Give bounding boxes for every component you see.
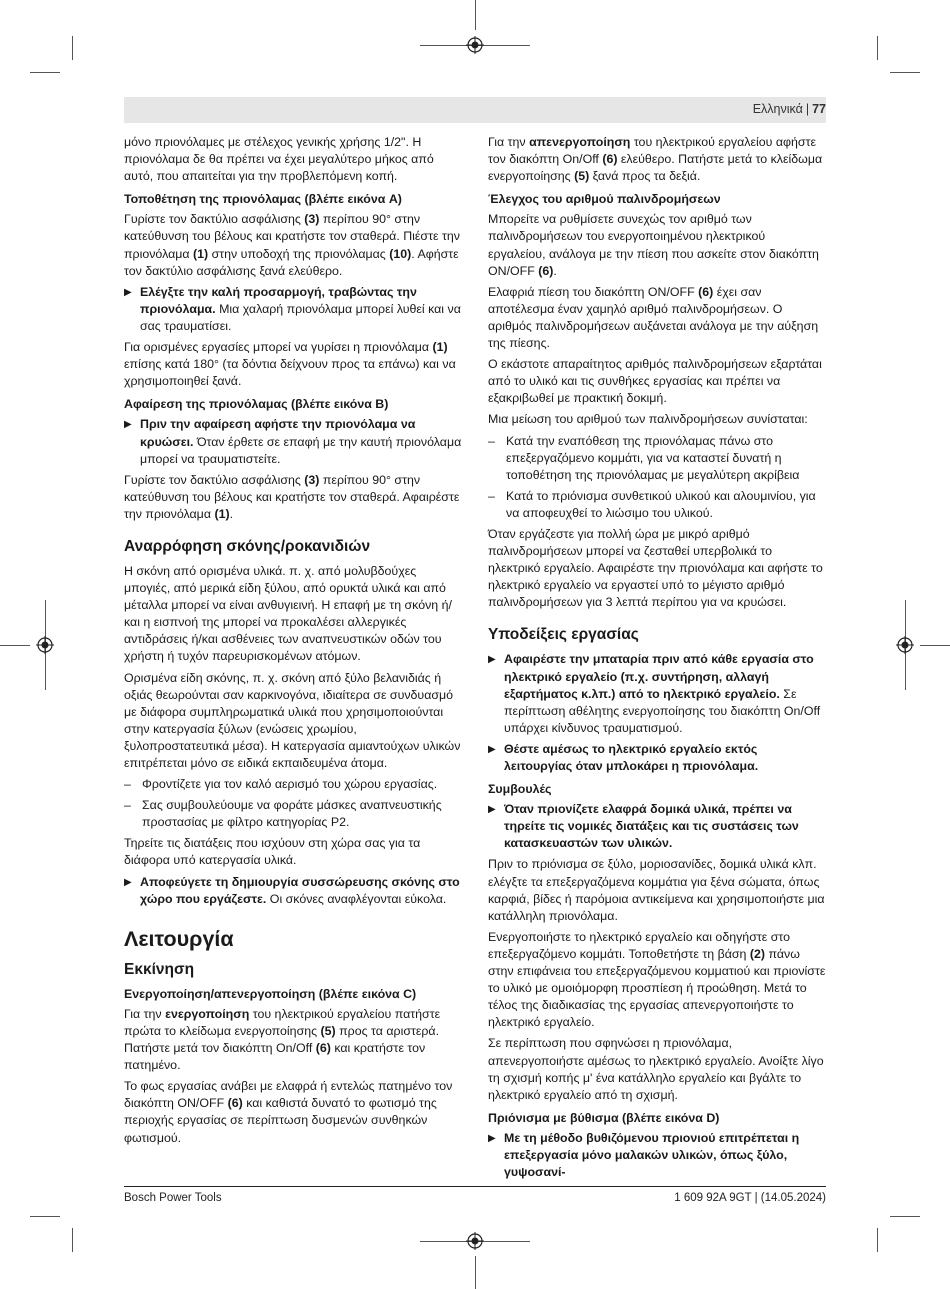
- dash-list-item: – Κατά την εναπόθεση της πριονόλαμας πάνω στο επεξεργαζόμενο κομμάτι, για να καταστεί δυνατή η τοποθέτηση της πριονόλαμας με μεγαλύτερη ακρίβεια: [488, 433, 800, 482]
- crop-mark: [877, 36, 878, 60]
- paragraph: Μια μείωση του αριθμού των παλινδρομήσεων συνίσταται:: [488, 412, 808, 427]
- paragraph: Για την ενεργοποίηση του ηλεκτρικού εργαλείου πατήστε πρώτα το κλείδωμα ενεργοποίησης (5) προς τα αριστερά. Πατήστε μετά τον διακόπτη On/Off (6) και κρατήστε τον πατημένο.: [124, 1006, 441, 1073]
- paragraph: μόνο πριονόλαμες με στέλεχος γενικής χρήσης 1/2". Η πριονόλαμα δε θα πρέπει να έχει μεγαλύτερο μήκος από αυτό, που απαιτείται για την προβλεπόμενη κοπή.: [124, 135, 434, 184]
- right-column: [488, 134, 826, 1185]
- crosshair-registration-icon: [36, 636, 54, 654]
- crop-mark: [475, 1256, 476, 1289]
- language-label: Ελληνικά: [752, 102, 803, 116]
- paragraph: Το φως εργασίας ανάβει με ελαφρά ή εντελώς πατημένο τον διακόπτη ON/OFF (6) και καθιστά δυνατό το φωτισμό της περιοχής εργασίας σε περίπτωση δυσμενών συνθηκών φωτισμού.: [124, 1079, 453, 1145]
- paragraph: Γυρίστε τον δακτύλιο ασφάλισης (3) περίπου 90° στην κατεύθυνση του βέλους και κρατήστε τον σταθερά. Πιέστε την πριονόλαμα (1) στην υποδοχή της πριονόλαμας (10). Αφήστε τον δακτύλιο ασφάλισης ξανά ελεύθερο.: [124, 212, 460, 278]
- crosshair-registration-icon: [466, 1232, 484, 1250]
- heading-plunge-cut: Πριόνισμα με βύθισμα (βλέπε εικόνα D): [488, 1110, 720, 1125]
- crop-mark: [475, 0, 476, 30]
- paragraph: Όταν εργάζεστε για πολλή ώρα με μικρό αριθμό παλινδρομήσεων μπορεί να ζεσταθεί υπερβολικά το ηλεκτρικό εργαλείο. Αφαιρέστε την πριονόλαμα και αφήστε το ηλεκτρικό εργαλείο να εργαστεί υπό το μέγιστο αριθμό παλινδρομήσεων για 3 λεπτά περίπου για να κρυώσει.: [488, 526, 823, 610]
- warning-item: ▶ Πριν την αφαίρεση αφήστε την πριονόλαμα να κρυώσει. Όταν έρθετε σε επαφή με την καυτή πριονόλαμα μπορεί να τραυματιστείτε.: [124, 417, 462, 466]
- footer-rule: [124, 1186, 826, 1187]
- paragraph: Τηρείτε τις διατάξεις που ισχύουν στη χώρα σας για τα διάφορα υπό κατεργασία υλικά.: [124, 836, 421, 868]
- paragraph: Ενεργοποιήστε το ηλεκτρικό εργαλείο και οδηγήστε στο επεξεργαζόμενο κομμάτι. Τοποθετήστε τη βάση (2) πάνω στην επιφάνεια του επεξεργαζόμενου κομματιού και πριονίστε το υλικό με ομοιόμορφη προσπίεση ή προώθηση. Μετά το τέλος της διαδικασίας της εργασίας απενεργοποιήστε το ηλεκτρικό εργαλείο.: [488, 929, 826, 1030]
- header-separator: |: [805, 102, 810, 116]
- paragraph: Σε περίπτωση που σφηνώσει η πριονόλαμα, απενεργοποιήστε αμέσως το ηλεκτρικό εργαλείο. Ανοίξτε λίγο τη σχισμή κοπής μ' ένα κατάλληλο εργαλείο και βγάλτε το ηλεκτρικό εργαλείο από τη σχισμή.: [488, 1036, 824, 1102]
- crop-mark: [0, 645, 30, 646]
- page-number: 77: [812, 102, 826, 116]
- warning-item: ▶ Αποφεύγετε τη δημιουργία συσσώρευσης σκόνης στο χώρο που εργάζεστε. Οι σκόνες αναφλέγονται εύκολα.: [124, 874, 460, 906]
- heading-tips: Συμβουλές: [488, 782, 552, 797]
- warning-item: ▶ Θέστε αμέσως το ηλεκτρικό εργαλείο εκτός λειτουργίας όταν μπλοκάρει η πριονόλαμα.: [488, 741, 759, 773]
- left-column: [124, 134, 462, 1151]
- warning-item: ▶ Ελέγξτε την καλή προσαρμογή, τραβώντας την πριονόλαμα. Μια χαλαρή πριονόλαμα μπορεί λυθεί και να σας τραυματίσει.: [124, 284, 461, 333]
- triangle-right-icon: ▶: [488, 743, 496, 755]
- crop-mark: [30, 1216, 60, 1217]
- paragraph: Μπορείτε να ρυθμίσετε συνεχώς τον αριθμό των παλινδρομήσεων του ενεργοποιημένου ηλεκτρικού εργαλείου, ανάλογα με την πίεση που ασκείτε στον διακόπτη ON/OFF (6).: [488, 212, 819, 278]
- header-bar: [124, 97, 826, 123]
- paragraph: Πριν το πριόνισμα σε ξύλο, μοριοσανίδες, δομικά υλικά κλπ. ελέγξτε τα επεξεργαζόμενα κομμάτια για ξένα σώματα, όπως καρφιά, βίδες ή παρόμοια αντικείμενα και χρησιμοποιήστε μια κατάλληλη πριονόλαμα.: [488, 857, 825, 923]
- dash-list-item: – Σας συμβουλεύουμε να φοράτε μάσκες αναπνευστικής προστασίας με φίλτρο κατηγορίας P2.: [124, 798, 442, 830]
- paragraph: Ελαφριά πίεση του διακόπτη ON/OFF (6) έχει σαν αποτέλεσμα έναν χαμηλό αριθμό παλινδρομήσεων. Ο αριθμός παλινδρομήσεων αυξάνεται ανάλογα με την αύξηση της πίεσης.: [488, 284, 819, 351]
- paragraph: Η σκόνη από ορισμένα υλικά. π. χ. από μολυβδούχες μπογιές, από μερικά είδη ξύλου, από ορυκτά υλικά και από μέταλλα μπορεί να είναι ανθυγιεινή. Η επαφή με τη σκόνη ή/και η εισπνοή της μπορεί να προκαλέσει αλλεργικές αντιδράσεις ή/και ασθένειες των αναπνευστικών οδών του χρήστη ή τυχόν παρευρισκομένων ατόμων.: [124, 563, 452, 664]
- heading-working-hints: Υποδείξεις εργασίας: [488, 626, 639, 644]
- warning-item: ▶ Όταν πριονίζετε ελαφρά δομικά υλικά, πρέπει να τηρείτε τις νομικές διατάξεις και τις συστάσεις των κατασκευαστών των υλικών.: [488, 802, 799, 851]
- crop-mark: [30, 72, 60, 73]
- paragraph: Γυρίστε τον δακτύλιο ασφάλισης (3) περίπου 90° στην κατεύθυνση του βέλους και κρατήστε τον σταθερά. Αφαιρέστε την πριονόλαμα (1).: [124, 472, 460, 521]
- triangle-right-icon: ▶: [124, 286, 132, 298]
- paragraph: Για την απενεργοποίηση του ηλεκτρικού εργαλείου αφήστε τον διακόπτη On/Off (6) ελεύθερο. Πατήστε μετά το κλείδωμα ενεργοποίησης (5) ξανά προς τα δεξιά.: [488, 135, 823, 184]
- page-header: [753, 102, 826, 116]
- crop-mark: [877, 1228, 878, 1252]
- heading-insert-blade: Τοποθέτηση της πριονόλαμας (βλέπε εικόνα A): [124, 192, 402, 207]
- footer-doc-code: 1 609 92A 9GT | (14.05.2024): [674, 1192, 826, 1204]
- heading-remove-blade: Αφαίρεση της πριονόλαμας (βλέπε εικόνα B): [124, 397, 389, 412]
- heading-operation: Λειτουργία: [124, 926, 234, 951]
- triangle-right-icon: ▶: [488, 804, 496, 816]
- crop-mark: [890, 1216, 920, 1217]
- footer-brand: Bosch Power Tools: [124, 1192, 222, 1204]
- crosshair-registration-icon: [466, 36, 484, 54]
- crop-mark: [72, 1228, 73, 1252]
- paragraph: Ο εκάστοτε απαραίτητος αριθμός παλινδρομήσεων εξαρτάται από το υλικό και τις συνθήκες εργασίας και πρέπει να εξακριβωθεί με πρακτική δοκιμή.: [488, 357, 822, 406]
- warning-item: ▶ Αφαιρέστε την μπαταρία πριν από κάθε εργασία στο ηλεκτρικό εργαλείο (π.χ. συντήρηση, αλλαγή εξαρτήματος κ.λπ.) από το ηλεκτρικό εργαλείο. Σε περίπτωση αθέλητης ενεργοποίησης του διακόπτη On/Off υπάρχει κίνδυνος τραυματισμού.: [488, 652, 821, 735]
- triangle-right-icon: ▶: [488, 1132, 496, 1144]
- paragraph: Για ορισμένες εργασίες μπορεί να γυρίσει η πριονόλαμα (1) επίσης κατά 180° (τα δόντια δείχνουν προς τα επάνω) και να χρησιμοποιηθεί ξανά.: [124, 340, 456, 389]
- crop-mark: [890, 72, 920, 73]
- dash-list-item: – Φροντίζετε για τον καλό αερισμό του χώρου εργασίας.: [124, 777, 438, 792]
- triangle-right-icon: ▶: [124, 419, 132, 431]
- crop-mark: [72, 36, 73, 60]
- crosshair-registration-icon: [896, 636, 914, 654]
- warning-item: ▶ Με τη μέθοδο βυθιζόμενου πριονιού επιτρέπεται η επεξεργασία μόνο μαλακών υλικών, όπως ξύλο, γυψοσανί-: [488, 1130, 800, 1180]
- crop-mark: [920, 645, 950, 646]
- heading-dust-extraction: Αναρρόφηση σκόνης/ροκανιδιών: [124, 537, 371, 555]
- paragraph: Ορισμένα είδη σκόνης, π. χ. σκόνη από ξύλο βελανιδιάς ή οξιάς θεωρούνται σαν καρκινογόνα, ιδιαίτερα σε συνδυασμό με διάφορα συμπληρωματικά υλικά που χρησιμοποιούνται στην κατεργασία ξύλων (ενώσεις χρωμίου, ξυλοπροστατευτικά μέσα). Η κατεργασία αμιαντούχων υλικών επιτρέπεται μόνο σε ειδικά εκπαιδευμένα άτομα.: [124, 670, 461, 770]
- triangle-right-icon: ▶: [124, 876, 132, 888]
- heading-on-off: Ενεργοποίηση/απενεργοποίηση (βλέπε εικόνα C): [124, 986, 417, 1001]
- heading-start: Εκκίνηση: [124, 960, 195, 978]
- heading-stroke-rate: Έλεγχος του αριθμού παλινδρομήσεων: [488, 192, 721, 207]
- triangle-right-icon: ▶: [488, 654, 496, 666]
- dash-list-item: – Κατά το πριόνισμα συνθετικού υλικού και αλουμινίου, για να αποφευχθεί το λιώσιμο του υλικού.: [488, 488, 816, 520]
